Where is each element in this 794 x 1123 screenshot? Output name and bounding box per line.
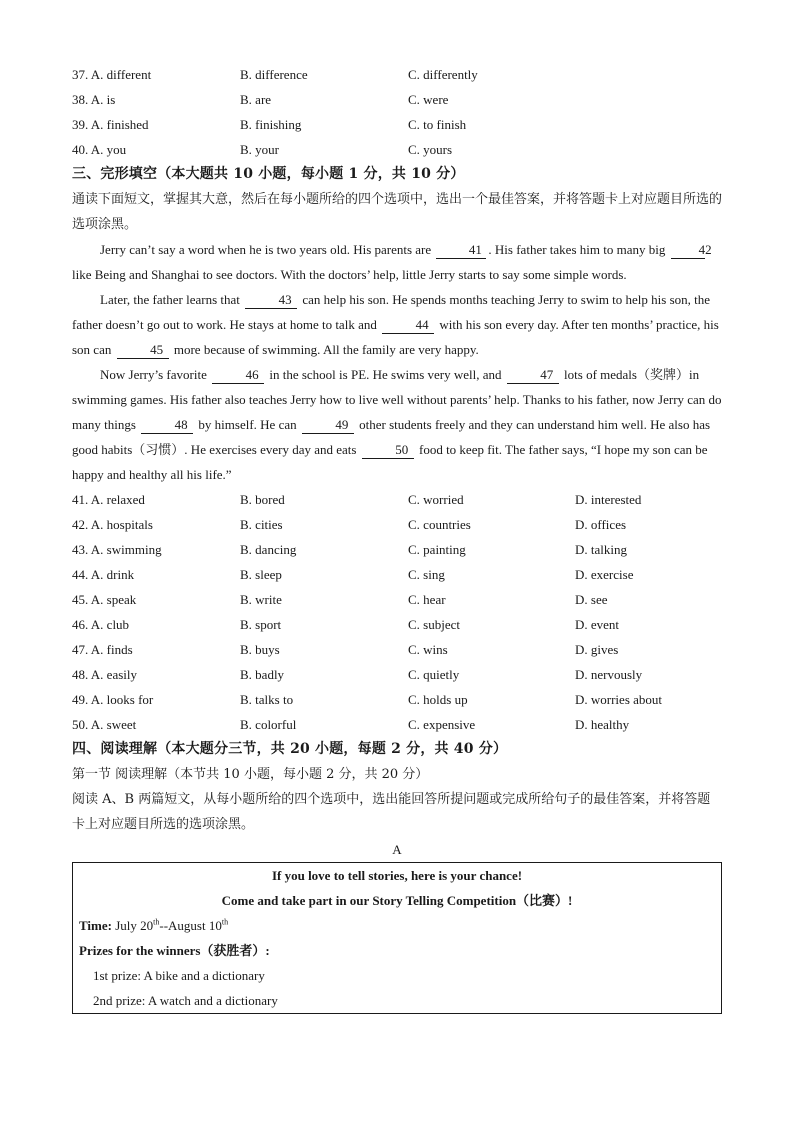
option-c: C. to finish: [408, 117, 467, 132]
option-d: D. nervously: [575, 667, 643, 682]
option-c: C. were: [408, 92, 449, 107]
question-47-options: [72, 637, 722, 662]
option-c: C. expensive: [408, 717, 476, 732]
option-b: B. are: [240, 92, 272, 107]
text-segment: more because of swimming. All the family are very happy.: [173, 342, 479, 357]
option-d: D. offices: [575, 517, 627, 532]
option-d: D. interested: [575, 492, 642, 507]
blank-45: 45: [117, 342, 169, 359]
time-start-suffix: th: [153, 917, 160, 927]
notice-headline: If you love to tell stories, here is your chance!: [271, 868, 523, 883]
option-c: C. hear: [408, 592, 446, 607]
option-c: C. yours: [408, 142, 453, 157]
first-prize: 1st prize: A bike and a dictionary: [93, 968, 265, 983]
option-a: 41. A. relaxed: [72, 492, 145, 507]
option-a: 43. A. swimming: [72, 542, 162, 557]
exam-page: [72, 62, 722, 1014]
option-a: 40. A. you: [72, 142, 127, 157]
text-segment: . His father takes him to many big: [488, 242, 666, 257]
option-a: 49. A. looks for: [72, 692, 154, 707]
section-4-heading: 四、阅读理解（本大题分三节，共 20 小题，每题 2 分，共 40 分）: [72, 741, 508, 757]
text-segment: by himself. He can: [198, 417, 297, 432]
question-42-options: [72, 512, 722, 537]
option-a: 39. A. finished: [72, 117, 149, 132]
blank-48: 48: [141, 417, 193, 434]
question-45-options: [72, 587, 722, 612]
time-end-suffix: th: [221, 917, 229, 927]
section-4-instruction: 阅读 A、B 两篇短文，从每小题所给的四个选项中，选出能回答所提问题或完成所给句子的最佳答案，并将答题卡上对应题目所选的选项涂黑。: [72, 792, 711, 832]
option-a: 48. A. easily: [72, 667, 137, 682]
option-d: D. see: [575, 592, 608, 607]
blank-46: 46: [212, 367, 264, 384]
option-d: D. healthy: [575, 717, 630, 732]
option-a: 42. A. hospitals: [72, 517, 153, 532]
option-a: 50. A. sweet: [72, 717, 137, 732]
time-start: July 20: [115, 918, 154, 933]
blank-42: 42: [671, 242, 705, 259]
blank-44: 44: [382, 317, 434, 334]
option-b: B. badly: [240, 667, 285, 682]
option-b: B. buys: [240, 642, 280, 657]
cloze-paragraph-1: [72, 237, 722, 287]
competition-notice: [72, 862, 722, 1014]
option-c: C. countries: [408, 517, 471, 532]
option-c: C. differently: [408, 67, 478, 82]
option-b: B. your: [240, 142, 279, 157]
blank-43: 43: [245, 292, 297, 309]
blank-47: 47: [507, 367, 559, 384]
text-segment: like Being and Shanghai to see doctors. With the doctors’ help, little Jerry starts to say some simple words.: [72, 267, 627, 282]
blank-49: 49: [302, 417, 354, 434]
question-44-options: [72, 562, 722, 587]
option-b: B. sport: [240, 617, 282, 632]
text-segment: other students freely and they can understand him well. He also has good habits（习惯）. He exercises every day and eats: [72, 417, 711, 457]
cloze-paragraph-2: [72, 287, 722, 362]
question-39-options: [72, 112, 722, 137]
question-46-options: [72, 612, 722, 637]
option-b: B. cities: [240, 517, 283, 532]
text-segment: Now Jerry’s favorite: [100, 367, 207, 382]
option-c: C. wins: [408, 642, 448, 657]
option-b: B. finishing: [240, 117, 302, 132]
option-b: B. colorful: [240, 717, 297, 732]
question-50-options: [72, 712, 722, 737]
option-c: C. painting: [408, 542, 466, 557]
option-c: C. worried: [408, 492, 464, 507]
option-a: 44. A. drink: [72, 567, 135, 582]
text-segment: with his son every day. After ten months’ practice, his son can: [72, 317, 719, 357]
question-38-options: [72, 87, 722, 112]
blank-50: 50: [362, 442, 414, 459]
passage-label: A: [392, 842, 402, 857]
question-43-options: [72, 537, 722, 562]
second-prize: 2nd prize: A watch and a dictionary: [93, 993, 278, 1008]
option-c: C. quietly: [408, 667, 460, 682]
cloze-paragraph-3: [72, 362, 722, 487]
question-48-options: [72, 662, 722, 687]
question-37-options: [72, 62, 722, 87]
text-segment: can help his son. He spends months teaching Jerry to swim to help his son, the father doesn’t go out to work. He stays at home to talk and: [72, 292, 711, 332]
question-41-options: [72, 487, 722, 512]
option-b: B. sleep: [240, 567, 282, 582]
option-c: C. holds up: [408, 692, 468, 707]
text-segment: lots of medals（奖牌）in swimming games. His father also teaches Jerry how to live well without parents’ help. Thanks to his father, now Jerry can do many things: [72, 367, 722, 432]
section-3-instruction: 通读下面短文，掌握其大意，然后在每小题所给的四个选项中，选出一个最佳答案，并将答题卡上对应题目所选的选项涂黑。: [72, 192, 723, 232]
option-a: 45. A. speak: [72, 592, 137, 607]
option-c: C. sing: [408, 567, 445, 582]
option-a: 38. A. is: [72, 92, 116, 107]
text-segment: Jerry can’t say a word when he is two years old. His parents are: [100, 242, 432, 257]
option-b: B. bored: [240, 492, 285, 507]
option-b: B. talks to: [240, 692, 294, 707]
option-d: D. event: [575, 617, 620, 632]
option-d: D. exercise: [575, 567, 634, 582]
option-c: C. subject: [408, 617, 460, 632]
option-a: 46. A. club: [72, 617, 130, 632]
time-end: --August 10: [159, 918, 222, 933]
time-label: Time:: [79, 918, 112, 933]
option-d: D. talking: [575, 542, 627, 557]
notice-time: [79, 913, 715, 938]
blank-41: 41: [436, 242, 486, 259]
option-a: 37. A. different: [72, 67, 152, 82]
option-b: B. difference: [240, 67, 308, 82]
text-segment: Later, the father learns that: [100, 292, 240, 307]
text-segment: food to keep fit. The father says, “I hope my son can be happy and healthy all his life.”: [72, 442, 708, 482]
option-d: D. gives: [575, 642, 619, 657]
prizes-label: Prizes for the winners（获胜者）:: [79, 943, 270, 958]
option-b: B. write: [240, 592, 282, 607]
option-d: D. worries about: [575, 692, 663, 707]
notice-subheadline: Come and take part in our Story Telling Competition（比赛）!: [221, 893, 573, 908]
section-4-subheading: 第一节 阅读理解（本节共 10 小题，每小题 2 分，共 20 分）: [72, 767, 429, 782]
question-40-options: [72, 137, 722, 162]
question-49-options: [72, 687, 722, 712]
option-a: 47. A. finds: [72, 642, 133, 657]
text-segment: in the school is PE. He swims very well, and: [269, 367, 502, 382]
section-3-heading: 三、完形填空（本大题共 10 小题，每小题 1 分，共 10 分）: [72, 166, 465, 182]
option-b: B. dancing: [240, 542, 297, 557]
